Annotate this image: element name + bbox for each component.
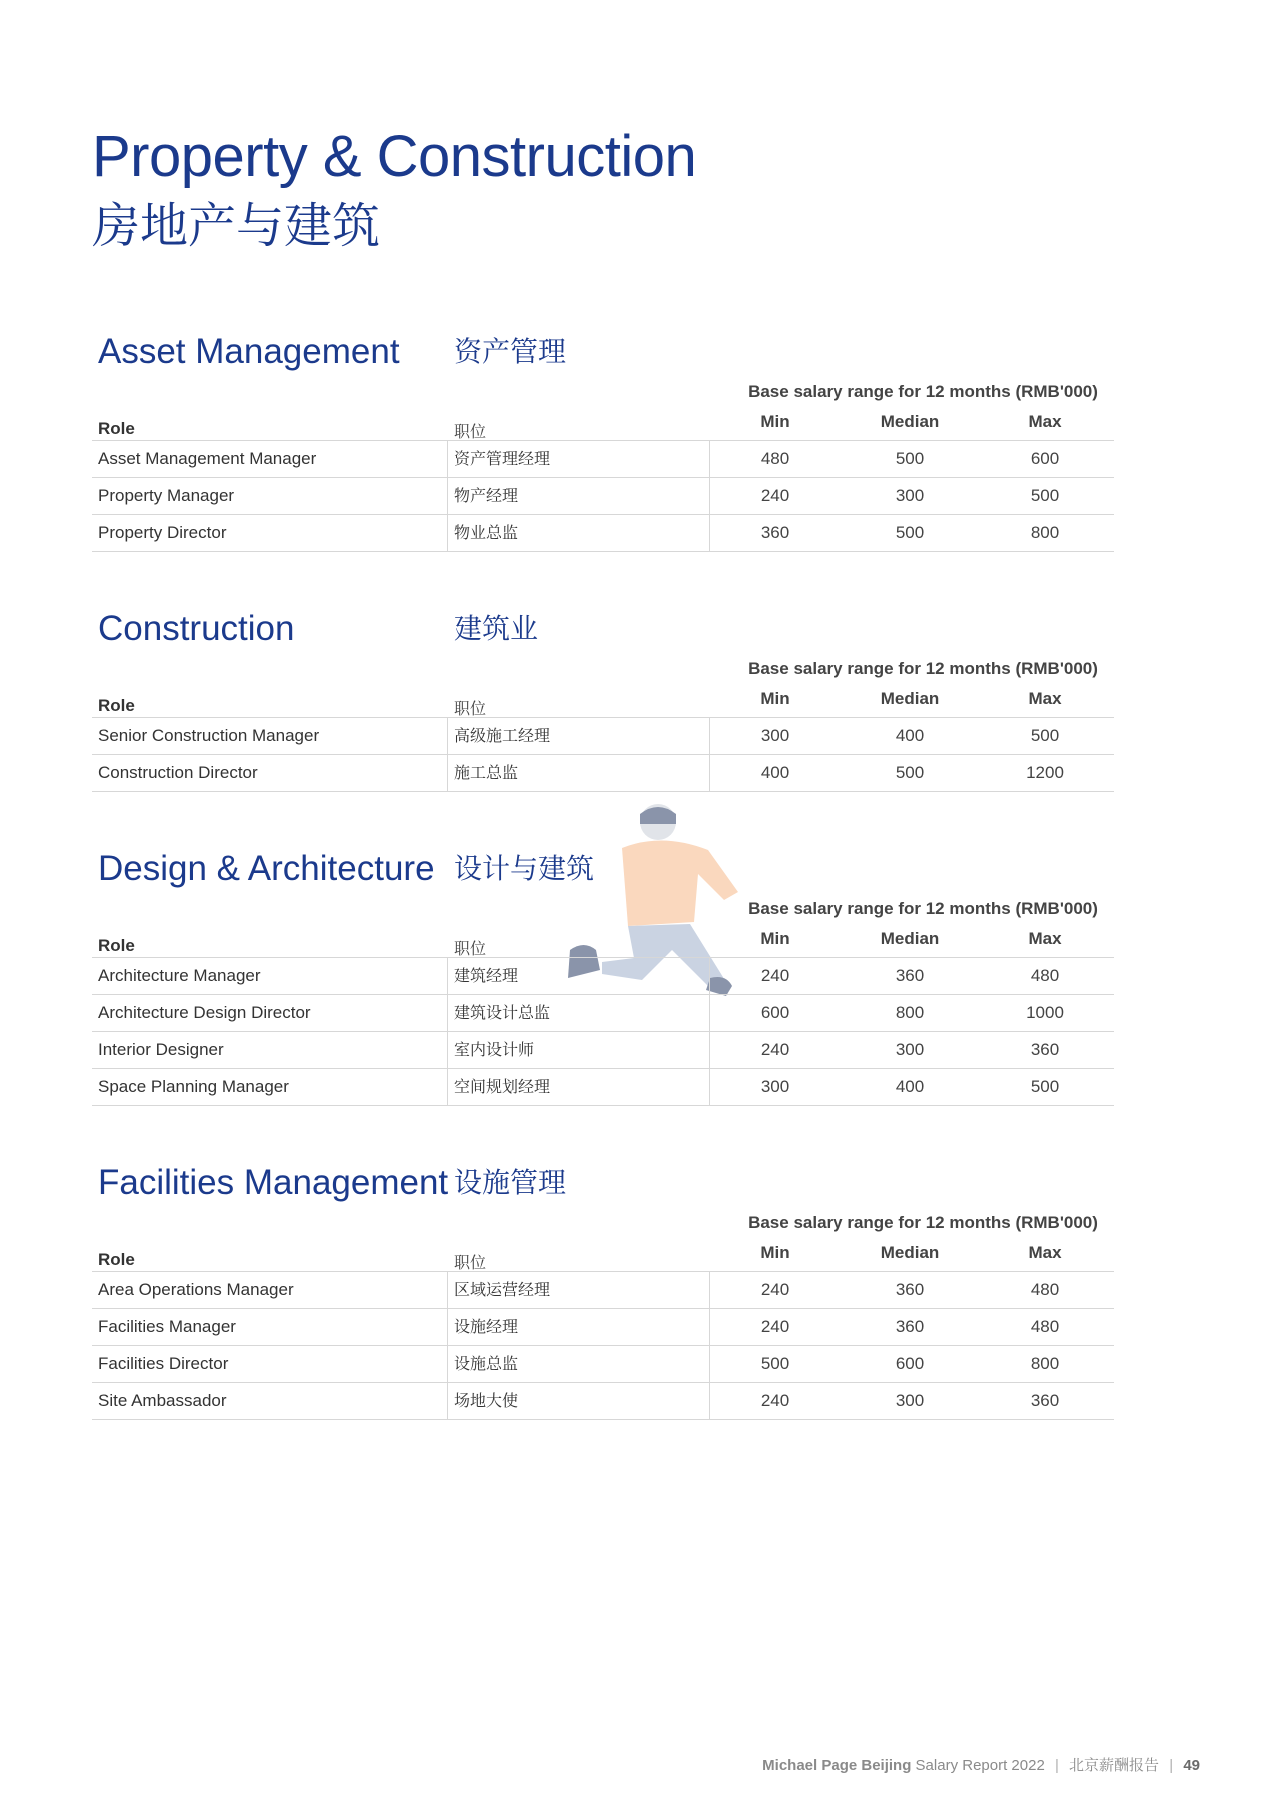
role-zh-cell: 设施经理 <box>454 1317 519 1336</box>
median-cell: 300 <box>895 486 925 505</box>
page-footer: Michael Page Beijing Salary Report 2022 | 北京薪酬报告 | 49 <box>762 1756 1200 1774</box>
section-title: Design & Architecture <box>98 849 435 888</box>
min-cell: 240 <box>760 1280 790 1299</box>
page-title: Property & Construction <box>92 124 697 189</box>
role-cell: Site Ambassador <box>98 1391 227 1410</box>
role-cell: Senior Construction Manager <box>98 726 320 745</box>
min-cell: 600 <box>760 1003 790 1022</box>
role-header: Role <box>98 936 135 955</box>
section-title-zh: 建筑业 <box>454 612 539 645</box>
role-header: Role <box>98 1250 135 1269</box>
max-cell: 480 <box>1030 1280 1060 1299</box>
median-cell: 360 <box>895 966 925 985</box>
table-header <box>92 1243 1114 1272</box>
min-cell: 240 <box>760 966 790 985</box>
salary-range-label: Base salary range for 12 months (RMB'000) <box>748 382 1098 401</box>
max-cell: 1200 <box>1026 763 1064 782</box>
role-cell: Facilities Manager <box>98 1317 236 1336</box>
min-cell: 240 <box>760 1040 790 1059</box>
role-cell: Property Manager <box>98 486 235 505</box>
page-number: 49 <box>1183 1757 1200 1774</box>
footer-report: Salary Report 2022 <box>915 1757 1045 1774</box>
max-cell: 500 <box>1030 486 1060 505</box>
table-row <box>92 1309 1114 1346</box>
table-row <box>92 1069 1114 1106</box>
role-zh-cell: 空间规划经理 <box>454 1077 551 1096</box>
table-row <box>92 515 1114 552</box>
median-header: Median <box>880 1243 940 1262</box>
section-construction <box>92 607 1114 793</box>
table-row <box>92 718 1114 755</box>
section-title-zh: 设施管理 <box>454 1166 567 1199</box>
section-asset-management <box>92 330 1114 552</box>
max-cell: 1000 <box>1026 1003 1064 1022</box>
median-header: Median <box>880 412 940 431</box>
table-row <box>92 1272 1114 1309</box>
max-header: Max <box>1028 412 1062 431</box>
role-zh-cell: 场地大使 <box>454 1391 519 1410</box>
median-cell: 300 <box>895 1391 925 1410</box>
section-title: Asset Management <box>98 332 400 371</box>
median-cell: 360 <box>895 1317 925 1336</box>
min-cell: 240 <box>760 486 790 505</box>
role-header-zh: 职位 <box>454 939 487 958</box>
min-header: Min <box>760 412 790 431</box>
table-row <box>92 755 1114 792</box>
min-header: Min <box>760 1243 790 1262</box>
role-zh-cell: 室内设计师 <box>454 1040 535 1059</box>
role-header-zh: 职位 <box>454 1253 487 1272</box>
table-row <box>92 995 1114 1032</box>
footer-brand: Michael Page Beijing <box>762 1757 912 1774</box>
role-cell: Construction Director <box>98 763 258 782</box>
min-header: Min <box>760 929 790 948</box>
table-header <box>92 929 1114 958</box>
min-cell: 240 <box>760 1391 790 1410</box>
table-header <box>92 412 1114 441</box>
role-zh-cell: 建筑经理 <box>454 966 519 985</box>
table-row <box>92 478 1114 515</box>
role-zh-cell: 区域运营经理 <box>454 1280 551 1299</box>
median-cell: 300 <box>895 1040 925 1059</box>
role-cell: Area Operations Manager <box>98 1280 294 1299</box>
max-cell: 480 <box>1030 966 1060 985</box>
median-cell: 400 <box>895 1077 925 1096</box>
role-zh-cell: 施工总监 <box>454 763 519 782</box>
table-row <box>92 1346 1114 1383</box>
role-zh-cell: 资产管理经理 <box>454 449 551 468</box>
role-header-zh: 职位 <box>454 699 487 718</box>
min-cell: 360 <box>760 523 790 542</box>
role-zh-cell: 物产经理 <box>454 486 519 505</box>
section-title-zh: 资产管理 <box>454 335 567 368</box>
table-row <box>92 1383 1114 1420</box>
section-title: Facilities Management <box>98 1163 449 1202</box>
max-header: Max <box>1028 929 1062 948</box>
table-body <box>92 1272 1114 1420</box>
min-header: Min <box>760 689 790 708</box>
min-cell: 480 <box>760 449 790 468</box>
section-design-architecture <box>92 847 1114 1105</box>
max-cell: 500 <box>1030 726 1060 745</box>
median-cell: 400 <box>895 726 925 745</box>
salary-range-label: Base salary range for 12 months (RMB'000) <box>748 899 1098 918</box>
median-cell: 500 <box>895 449 925 468</box>
footer-report-zh: 北京薪酬报告 <box>1069 1756 1160 1774</box>
page-title-zh: 房地产与建筑 <box>92 198 381 254</box>
table-body <box>92 958 1114 1106</box>
median-cell: 800 <box>895 1003 925 1022</box>
max-cell: 480 <box>1030 1317 1060 1336</box>
section-facilities-management <box>92 1161 1114 1419</box>
salary-range-label: Base salary range for 12 months (RMB'000) <box>748 659 1098 678</box>
max-cell: 500 <box>1030 1077 1060 1096</box>
min-cell: 500 <box>760 1354 790 1373</box>
role-header: Role <box>98 419 135 438</box>
role-header-zh: 职位 <box>454 422 487 441</box>
role-header: Role <box>98 696 135 715</box>
table-row <box>92 1032 1114 1069</box>
median-header: Median <box>880 689 940 708</box>
max-header: Max <box>1028 689 1062 708</box>
role-cell: Facilities Director <box>98 1354 229 1373</box>
role-cell: Property Director <box>98 523 227 542</box>
salary-range-label: Base salary range for 12 months (RMB'000) <box>748 1213 1098 1232</box>
min-cell: 300 <box>760 726 790 745</box>
max-cell: 800 <box>1030 523 1060 542</box>
role-zh-cell: 高级施工经理 <box>454 726 551 745</box>
median-cell: 360 <box>895 1280 925 1299</box>
table-row <box>92 441 1114 478</box>
role-zh-cell: 物业总监 <box>454 523 519 542</box>
median-cell: 500 <box>895 763 925 782</box>
role-cell: Interior Designer <box>98 1040 224 1059</box>
table-row <box>92 958 1114 995</box>
median-cell: 500 <box>895 523 925 542</box>
min-cell: 240 <box>760 1317 790 1336</box>
median-cell: 600 <box>895 1354 925 1373</box>
role-cell: Architecture Design Director <box>98 1003 311 1022</box>
max-cell: 800 <box>1030 1354 1060 1373</box>
role-cell: Space Planning Manager <box>98 1077 289 1096</box>
max-cell: 360 <box>1030 1391 1060 1410</box>
min-cell: 400 <box>760 763 790 782</box>
section-title: Construction <box>98 609 295 648</box>
role-cell: Architecture Manager <box>98 966 261 985</box>
role-cell: Asset Management Manager <box>98 449 317 468</box>
max-header: Max <box>1028 1243 1062 1262</box>
max-cell: 360 <box>1030 1040 1060 1059</box>
role-zh-cell: 建筑设计总监 <box>454 1003 551 1022</box>
max-cell: 600 <box>1030 449 1060 468</box>
median-header: Median <box>880 929 940 948</box>
table-body <box>92 441 1114 552</box>
role-zh-cell: 设施总监 <box>454 1354 519 1373</box>
section-title-zh: 设计与建筑 <box>454 852 595 885</box>
table-body <box>92 718 1114 792</box>
min-cell: 300 <box>760 1077 790 1096</box>
table-header <box>92 689 1114 718</box>
